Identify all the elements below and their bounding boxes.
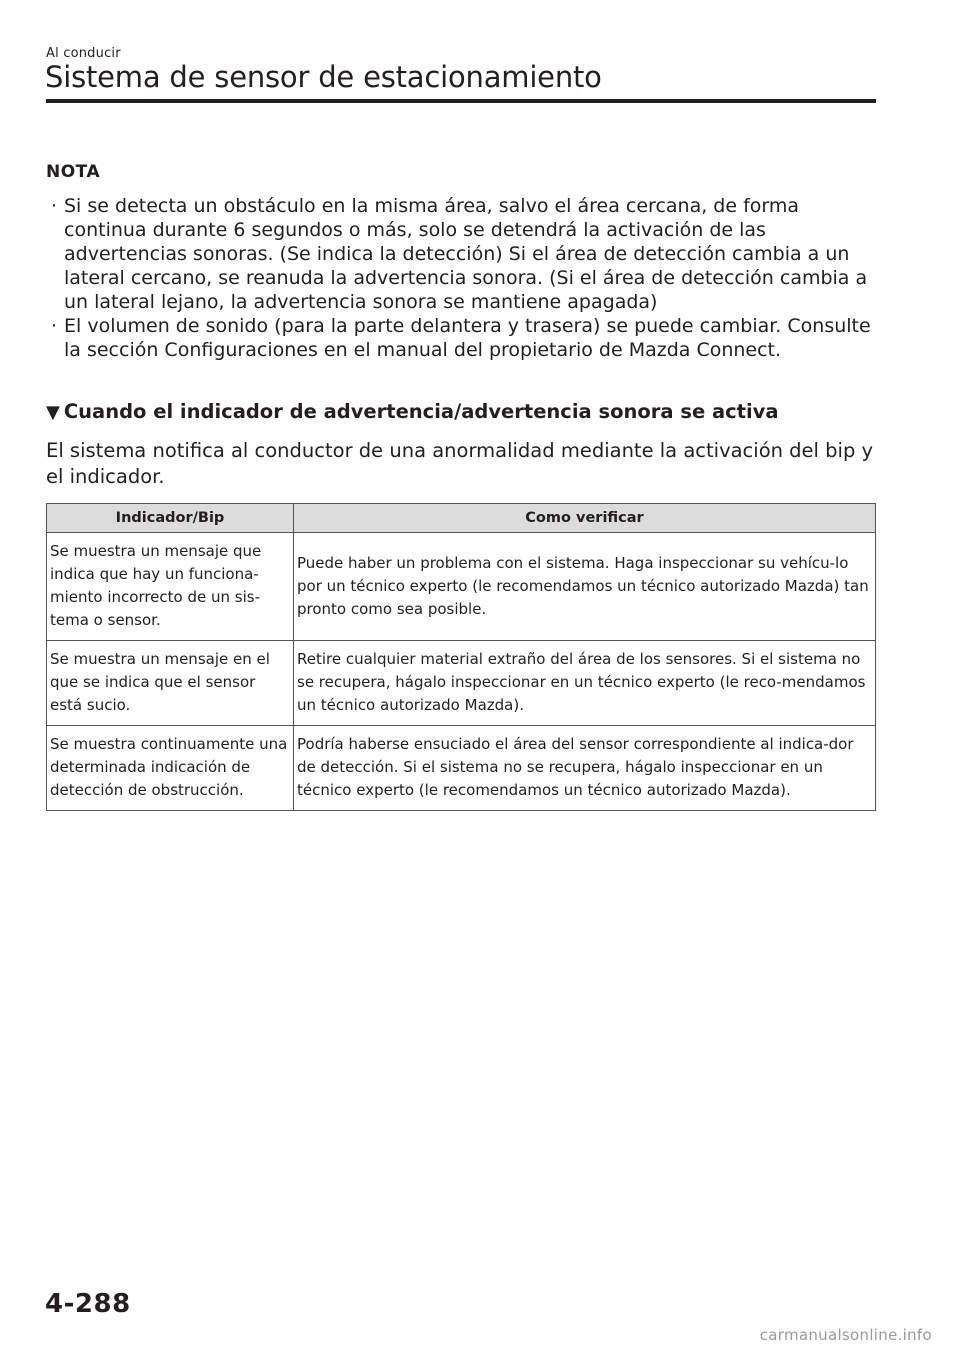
column-header-indicator: Indicador/Bip — [47, 504, 294, 533]
note-item-text: Si se detecta un obstáculo en la misma área, salvo el área cercana, de forma continua durante 6 segundos o más, solo se detendrá la activación de las advertencias sonoras. (Se indica la detección) Si el área de detección cambia a un lateral cercano, se reanuda la advertencia sonora. (Si el área de detección cambia a un lateral lejano, la advertencia sonora se mantiene apagada) — [64, 195, 868, 313]
bullet-dot: · — [51, 195, 58, 217]
sub-heading — [46, 400, 779, 423]
table-cell-check: Puede haber un problema con el sistema. Haga inspeccionar su vehícu-lo por un técnico experto (le recomendamos un técnico autorizado Mazda) tan pronto como sea posible. — [294, 533, 876, 641]
table-cell-indicator: Se muestra un mensaje en el que se indica que el sensor está sucio. — [47, 641, 294, 726]
note-item-text: El volumen de sonido (para la parte delantera y trasera) se puede cambiar. Consulte la sección Configuraciones en el manual del propietario de Mazda Connect. — [64, 315, 871, 361]
page-number: 4-288 — [45, 1289, 131, 1319]
column-header-check: Como verificar — [294, 504, 876, 533]
indicator-table — [46, 503, 876, 811]
intro-paragraph: El sistema notifica al conductor de una anormalidad mediante la activación del bip y el indicador. — [46, 439, 874, 488]
table-row — [47, 726, 876, 811]
note-item — [46, 194, 876, 314]
table-cell-indicator: Se muestra continuamente una determinada indicación de detección de obstrucción. — [47, 726, 294, 811]
sub-heading-text: Cuando el indicador de advertencia/advertencia sonora se activa — [63, 400, 779, 423]
bullet-dot: · — [51, 315, 58, 337]
note-item — [46, 314, 876, 362]
chapter-label: Al conducir — [46, 46, 121, 61]
title-rule — [46, 99, 876, 103]
table-row — [47, 641, 876, 726]
watermark: carmanualsonline.info — [759, 1326, 932, 1344]
table-row — [47, 533, 876, 641]
table-header-row — [47, 504, 876, 533]
table-cell-check: Retire cualquier material extraño del área de los sensores. Si el sistema no se recupera, hágalo inspeccionar en un técnico experto (le reco-mendamos un técnico autorizado Mazda). — [294, 641, 876, 726]
section-title: Sistema de sensor de estacionamiento — [45, 60, 602, 94]
triangle-down-icon: ▼ — [46, 402, 60, 423]
table-cell-indicator: Se muestra un mensaje que indica que hay un funciona-miento incorrecto de un sis-tema o sensor. — [47, 533, 294, 641]
note-list — [46, 194, 876, 362]
note-heading: NOTA — [46, 162, 101, 182]
table-cell-check: Podría haberse ensuciado el área del sensor correspondiente al indica-dor de detección. Si el sistema no se recupera, hágalo inspeccionar en un técnico experto (le recomendamos un técnico autorizado Mazda). — [294, 726, 876, 811]
